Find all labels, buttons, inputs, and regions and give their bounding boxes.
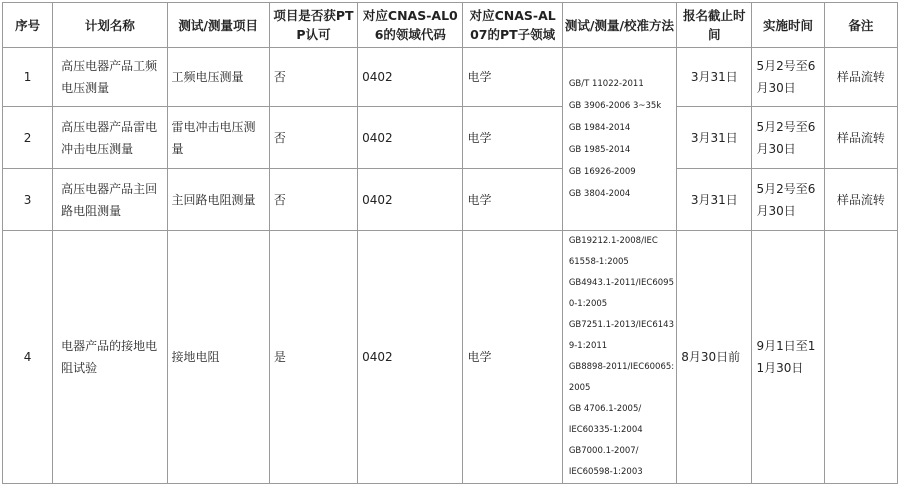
header-pt: 对应CNAS-AL07的PT子领域	[463, 3, 562, 48]
row-no: 2	[3, 107, 53, 169]
row-period: 5月2号至6月30日	[752, 48, 824, 107]
header-no: 序号	[3, 3, 53, 48]
method-line: GB/T 11022-2011	[568, 79, 644, 89]
table-row	[3, 231, 898, 484]
row-remark: 样品流转	[824, 48, 897, 107]
row-period: 5月2号至6月30日	[752, 107, 824, 169]
method-line: GB4943.1-2011/IEC6095	[568, 278, 674, 288]
method-line: GB8898-2011/IEC60065:	[568, 362, 675, 372]
row-ptp: 否	[269, 169, 357, 231]
row-plan: 高压电器产品工频电压测量	[53, 48, 167, 107]
header-ptp: 项目是否获PTP认可	[269, 3, 357, 48]
table-row	[3, 169, 898, 231]
header-period: 实施时间	[752, 3, 824, 48]
method-line: GB 3906-2006 3~35k	[568, 101, 662, 111]
pt-plan-table	[2, 2, 898, 484]
method-line: GB19212.1-2008/IEC	[568, 236, 658, 246]
row-plan: 高压电器产品雷电冲击电压测量	[53, 107, 167, 169]
row-pt: 电学	[463, 169, 562, 231]
row-no: 4	[3, 231, 53, 484]
row-code: 0402	[358, 231, 463, 484]
method-line: IEC60335-1:2004	[568, 425, 643, 435]
row-no: 3	[3, 169, 53, 231]
row-pt: 电学	[463, 231, 562, 484]
row-ptp: 否	[269, 48, 357, 107]
row-deadline: 3月31日	[677, 48, 752, 107]
row-deadline: 8月30日前	[677, 231, 752, 484]
header-plan: 计划名称	[53, 3, 167, 48]
method-line: 9-1:2011	[568, 341, 608, 351]
method-line: GB 3804-2004	[568, 189, 631, 199]
row-remark	[824, 231, 897, 484]
row-item: 接地电阻	[167, 231, 269, 484]
row-no: 1	[3, 48, 53, 107]
method-line: 0-1:2005	[568, 299, 608, 309]
row-item: 工频电压测量	[167, 48, 269, 107]
method-line: GB 16926-2009	[568, 167, 636, 177]
method-line: GB7251.1-2013/IEC6143	[568, 320, 674, 330]
header-deadline: 报名截止时间	[677, 3, 752, 48]
header-method: 测试/测量/校准方法	[562, 3, 676, 48]
row-code: 0402	[358, 107, 463, 169]
row-code: 0402	[358, 169, 463, 231]
row-deadline: 3月31日	[677, 107, 752, 169]
row-method-shared	[562, 48, 676, 231]
row-remark: 样品流转	[824, 169, 897, 231]
header-row	[3, 3, 898, 48]
row-pt: 电学	[463, 107, 562, 169]
method-line: 61558-1:2005	[568, 257, 629, 267]
header-remark: 备注	[824, 3, 897, 48]
method-line: GB 1984-2014	[568, 123, 631, 133]
row-plan: 高压电器产品主回路电阻测量	[53, 169, 167, 231]
row-plan: 电器产品的接地电阻试验	[53, 231, 167, 484]
header-code: 对应CNAS-AL06的领域代码	[358, 3, 463, 48]
row-pt: 电学	[463, 48, 562, 107]
table-row	[3, 48, 898, 107]
row-item: 主回路电阻测量	[167, 169, 269, 231]
row-method-4	[562, 231, 676, 484]
method-line: GB7000.1-2007/	[568, 446, 639, 456]
row-ptp: 是	[269, 231, 357, 484]
method-line: GB 1985-2014	[568, 145, 631, 155]
row-period: 5月2号至6月30日	[752, 169, 824, 231]
row-item: 雷电冲击电压测量	[167, 107, 269, 169]
header-item: 测试/测量项目	[167, 3, 269, 48]
row-code: 0402	[358, 48, 463, 107]
row-period: 9月1日至11月30日	[752, 231, 824, 484]
method-line: GB 4706.1-2005/	[568, 404, 642, 414]
table-row	[3, 107, 898, 169]
row-ptp: 否	[269, 107, 357, 169]
method-line: IEC60598-1:2003	[568, 467, 643, 477]
row-remark: 样品流转	[824, 107, 897, 169]
method-line: 2005	[568, 383, 591, 393]
row-deadline: 3月31日	[677, 169, 752, 231]
